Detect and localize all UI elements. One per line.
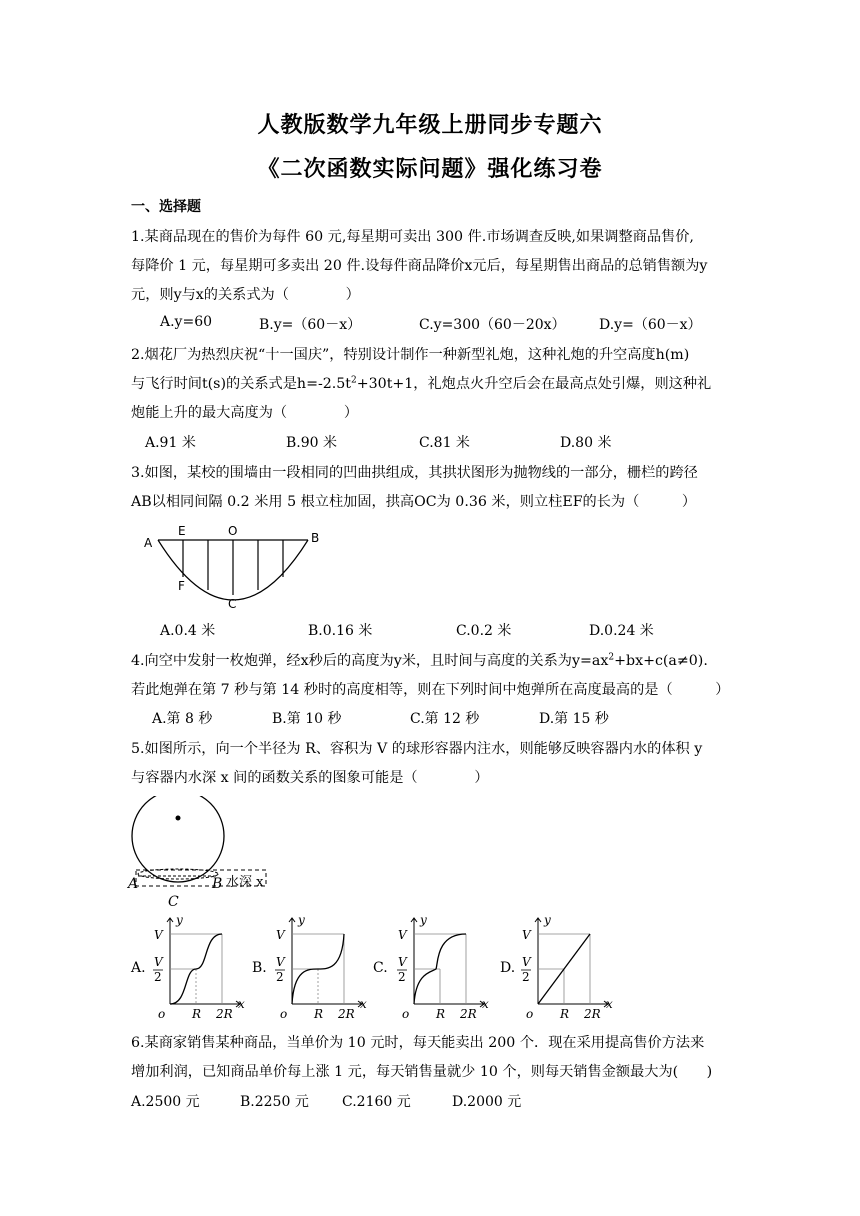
y-axis-label: y	[298, 913, 305, 927]
q3-label-b: B	[311, 531, 320, 545]
q2-exponent: 2	[351, 375, 357, 386]
q4-line-1-part-a: 4.向空中发射一枚炮弹，经x秒后的高度为y米，且时间与高度的关系为y=ax	[131, 653, 609, 669]
q4-line-1-part-b: +bx+c(a≠0).	[614, 653, 708, 669]
q5-option-b-letter: B.	[252, 960, 267, 976]
q5-option-c-letter: C.	[373, 960, 388, 976]
q4-option-a: A.第 8 秒	[152, 711, 213, 727]
q6-option-c: C.2160 元	[342, 1094, 411, 1110]
q5-label-c: C	[168, 894, 179, 908]
q2-line-1: 2.烟花厂为热烈庆祝“十一国庆”，特别设计制作一种新型礼炮，这种礼炮的升空高度h(m)	[131, 347, 690, 363]
2r-label: 2R	[216, 1007, 233, 1021]
x-axis-label: x	[360, 997, 367, 1011]
half-v-denominator: 2	[154, 970, 162, 984]
q5-line-2: 与容器内水深 x 间的函数关系的图象可能是（ ）	[131, 770, 489, 786]
r-label: R	[314, 1007, 324, 1021]
x-axis-label: x	[482, 997, 489, 1011]
y-axis-label: y	[544, 913, 551, 927]
q3-option-d: D.0.24 米	[589, 623, 654, 639]
q2-line-2-part-a: 与飞行时间t(s)的关系式是h=-2.5t	[131, 376, 352, 392]
half-v-numerator: V	[154, 955, 163, 969]
half-v-numerator: V	[398, 955, 407, 969]
q6-option-b: B.2250 元	[240, 1094, 309, 1110]
q5-option-d-letter: D.	[500, 960, 516, 976]
q4-option-d: D.第 15 秒	[539, 711, 609, 727]
q5-sphere-figure	[126, 796, 286, 908]
v-label: V	[398, 928, 407, 942]
q1-option-d: D.y=（60－x）	[599, 317, 702, 333]
x-axis-label: x	[238, 997, 245, 1011]
origin-label: o	[402, 1007, 410, 1021]
q3-label-e: E	[178, 524, 186, 538]
q5-option-a-letter: A.	[131, 960, 146, 976]
q5-label-b: B	[212, 876, 223, 892]
q1-option-a: A.y=60	[160, 314, 213, 330]
q1-line-3: 元，则y与x的关系式为（ ）	[131, 287, 360, 303]
q2-line-3: 炮能上升的最大高度为（ ）	[131, 405, 359, 421]
half-v-numerator: V	[522, 955, 531, 969]
y-axis-label: y	[420, 913, 427, 927]
q5-line-1: 5.如图所示，向一个半径为 R、容积为 V 的球形容器内注水，则能够反映容器内水的体积 y	[131, 741, 703, 757]
half-v-numerator: V	[276, 955, 285, 969]
half-v-denominator: 2	[522, 970, 530, 984]
q4-line-2: 若此炮弹在第 7 秒与第 14 秒时的高度相等，则在下列时间中炮弹所在高度最高的是（ ）	[131, 682, 730, 698]
q5-label-a: A	[128, 876, 139, 892]
q1-line-2: 每降价 1 元，每星期可多卖出 20 件.设每件商品降价x元后，每星期售出商品的总销售额为y	[131, 258, 708, 274]
q3-arch-figure	[140, 522, 330, 612]
q5-graph-a	[148, 912, 248, 1024]
half-v-denominator: 2	[276, 970, 284, 984]
q3-label-o: O	[228, 524, 238, 538]
q6-option-d: D.2000 元	[452, 1094, 522, 1110]
q3-line-1: 3.如图，某校的围墙由一段相同的凹曲拱组成，其拱状图形为抛物线的一部分，栅栏的跨径	[131, 465, 698, 481]
q4-line-1	[131, 650, 708, 670]
x-axis-label: x	[606, 997, 613, 1011]
q3-option-c: C.0.2 米	[456, 623, 512, 639]
q3-option-a: A.0.4 米	[160, 623, 216, 639]
origin-label: o	[158, 1007, 166, 1021]
q3-label-a: A	[144, 536, 153, 550]
q3-label-c: C	[228, 597, 237, 611]
2r-label: 2R	[584, 1007, 601, 1021]
origin-label: o	[526, 1007, 534, 1021]
q1-option-b: B.y=（60－x）	[259, 317, 362, 333]
q3-label-f: F	[178, 579, 185, 593]
q4-option-c: C.第 12 秒	[410, 711, 480, 727]
r-label: R	[560, 1007, 570, 1021]
2r-label: 2R	[338, 1007, 355, 1021]
q5-label-depth: 水深 x	[226, 875, 264, 890]
y-axis-label: y	[176, 913, 183, 927]
q6-line-2: 增加利润，已知商品单价每上涨 1 元，每天销售量就少 10 个，则每天销售金额最大为( )	[131, 1064, 713, 1080]
q1-option-c: C.y=300（60－20x）	[419, 317, 566, 333]
q5-graph-c	[392, 912, 492, 1024]
2r-label: 2R	[460, 1007, 477, 1021]
q6-option-a: A.2500 元	[131, 1094, 200, 1110]
r-label: R	[436, 1007, 446, 1021]
q1-line-1: 1.某商品现在的售价为每件 60 元,每星期可卖出 300 件.市场调查反映,如果调整商品售价,	[131, 229, 694, 245]
q5-graph-d	[516, 912, 616, 1024]
q4-option-b: B.第 10 秒	[272, 711, 342, 727]
title-line-1: 人教版数学九年级上册同步专题六	[257, 112, 603, 138]
q2-line-2-part-b: +30t+1，礼炮点火升空后会在最高点处引爆，则这种礼	[356, 376, 712, 392]
q6-line-1: 6.某商家销售某种商品，当单价为 10 元时，每天能卖出 200 个．现在采用提高售价方法来	[131, 1035, 705, 1051]
q2-option-b: B.90 米	[286, 435, 338, 451]
v-label: V	[522, 928, 531, 942]
q3-line-2: AB以相同间隔 0.2 米用 5 根立柱加固，拱高OC为 0.36 米，则立柱EF的长为（ ）	[131, 494, 697, 510]
q2-option-a: A.91 米	[145, 435, 196, 451]
title-line-2: 《二次函数实际问题》强化练习卷	[257, 156, 603, 182]
q4-exponent: 2	[608, 652, 615, 663]
q5-graph-b	[270, 912, 370, 1024]
q2-option-c: C.81 米	[419, 435, 470, 451]
r-label: R	[192, 1007, 202, 1021]
half-v-denominator: 2	[398, 970, 406, 984]
origin-label: o	[280, 1007, 288, 1021]
v-label: V	[276, 928, 285, 942]
q2-option-d: D.80 米	[560, 435, 612, 451]
section-heading: 一、选择题	[131, 199, 201, 215]
v-label: V	[154, 928, 163, 942]
q2-line-2	[131, 373, 711, 393]
q3-option-b: B.0.16 米	[308, 623, 373, 639]
